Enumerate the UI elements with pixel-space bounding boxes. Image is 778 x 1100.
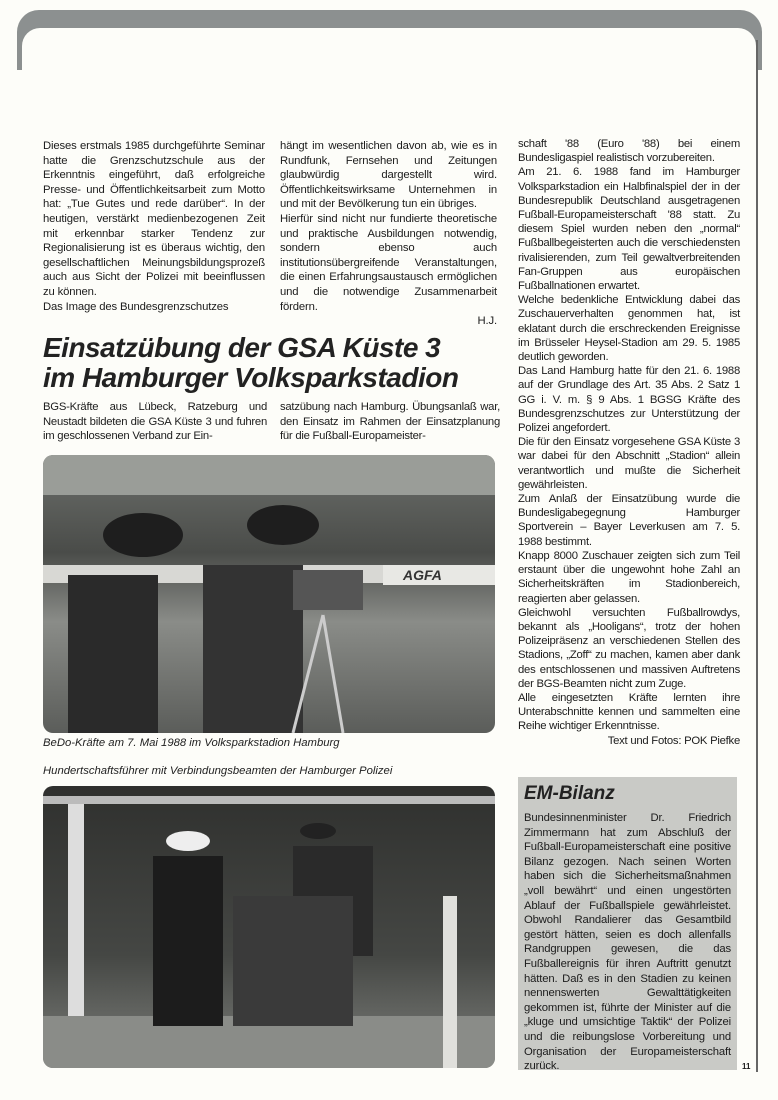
article-paragraph: Das Land Hamburg hatte für den 21. 6. 1988 auf der Grundlage des Art. 35 Abs. 2 Satz 1 GG i. V. m. § 9 Abs. 1 BGSG Kräfte des Bundesgrenzschutzes zur Unterstützung der Polizei angefordert. (518, 365, 740, 435)
sidebar-title: EM-Bilanz (524, 783, 615, 804)
intro-paragraph: Dieses erstmals 1985 durchgeführte Seminar hatte die Grenzschutzschule aus der Erkenntnis eingeführt, daß erfolgreiche Presse- und Öffentlichkeitsarbeit zum Motto hat: „Tue Gutes und rede darüber“. In der heutigen, verstärkt medienbezogenen Zeit mit erkennbar starker Tendenz zur Regionalisierung ist es überaus wichtig, den gesellschaftlichen Meinungsbildungsprozeß auch aus Sicht der Polizei mit beeinflussen zu können. (43, 140, 265, 298)
lead-column-1 (43, 400, 267, 444)
article-column-3 (518, 137, 740, 748)
article-paragraph: Welche bedenkliche Entwicklung dabei das Zuschauerverhalten genommen hat, ist eklatant durch die erschreckenden Ereignisse im Brüsseler Heysel-Stadion am 29. 5. 1985 deutlich geworden. (518, 294, 740, 364)
intro-column-2 (280, 139, 497, 329)
article-paragraph: Alle eingesetzten Kräfte lernten ihre Unterabschnitte kennen und sammelten eine Reihe wichtiger Erkenntnisse. (518, 691, 740, 733)
sidebar-text: Bundesinnenminister Dr. Friedrich Zimmermann hat zum Abschluß der Fußball-Europameisterschaft eine positive Bilanz gezogen. Nach seinen Worten haben sich die Sicherheitsmaßnahmen „voll bewährt“ und einen ungestörten Ablauf der Fußballspiele gewährleistet. Obwohl Randalierer das Gesamtbild gestört hätten, seien es doch allenfalls Randgruppen gewesen, die das Fußballereignis für ihren Auftritt genutzt hätten. Daß es in den Stadien zu keinen nennenswerten Gewalttätigkeiten gekommen ist, führte der Minister auf die „kluge und umsichtige Taktik“ der Polizei und die reibungslose Vorbereitung und Organisation der Europameisterschaft zurück. (524, 812, 731, 1073)
photo-commanders (43, 786, 495, 1068)
right-rule (756, 40, 758, 1072)
photo-caption-1: BeDo-Kräfte am 7. Mai 1988 im Volksparkstadion Hamburg (43, 737, 340, 749)
photo-illustration (43, 786, 495, 1068)
lead-column-2 (280, 400, 500, 444)
lead-paragraph: satzübung nach Hamburg. Übungsanlaß war, den Einsatz im Rahmen der Einsatzplanung für die Fußball-Europameister- (280, 401, 500, 443)
article-headline (43, 333, 458, 393)
photo-illustration (43, 455, 495, 733)
article-paragraph: Gleichwohl versuchten Fußballrowdys, bekannt als „Hooligans“, trotz der hohen Polizeipräsenz an verschiedenen Stellen des Stadions, „Zoff“ zu machen, kamen aber dank des entschlossenen und massiven Auftretens der BGS-Beamten nicht zum Zuge. (518, 606, 740, 690)
article-paragraph: Zum Anlaß der Einsatzübung wurde die Bundesligabegegnung Hamburger Sportverein – Bayer Leverkusen am 7. 5. 1988 bestimmt. (518, 493, 740, 548)
article-paragraph: schaft '88 (Euro '88) bei einem Bundesligaspiel realistisch vorzubereiten. (518, 138, 740, 165)
intro-paragraph: Das Image des Bundesgrenzschutzes (43, 300, 229, 313)
photo-caption-2: Hundertschaftsführer mit Verbindungsbeamten der Hamburger Polizei (43, 765, 393, 777)
intro-paragraph: hängt im wesentlichen davon ab, wie es in Rundfunk, Fernsehen und Zeitungen glaubwürdig dargestellt wird. Öffentlichkeitswirksame Unternehmen in und mit der Bevölkerung tun ein übriges. (280, 140, 497, 211)
intro-paragraph: Hierfür sind nicht nur fundierte theoretische und praktische Ausbildungen notwendig, sondern ebenso auch institutionsübergreifende Veranstaltungen, die einen Erfahrungsaustausch ermöglichen und die notwendige Zusammenarbeit fördern. (280, 212, 497, 313)
intro-column-1 (43, 139, 265, 314)
photo-camera-crew (43, 455, 495, 733)
em-bilanz-sidebar (518, 777, 737, 1073)
article-paragraph: Die für den Einsatz vorgesehene GSA Küste 3 war dabei für den Abschnitt „Stadion“ allein verantwortlich und mußte die Sicherheit gewährleisten. (518, 436, 740, 491)
agfa-sign: AGFA (403, 567, 442, 583)
article-paragraph: Knapp 8000 Zuschauer zeigten sich zum Teil erstaunt über die ungewohnt hohe Zahl an Sicherheitskräften im Stadionbereich, reagierten aber gelassen. (518, 549, 740, 605)
lead-paragraph: BGS-Kräfte aus Lübeck, Ratzeburg und Neustadt bildeten die GSA Küste 3 und fuhren im geschlossenen Verband zur Ein- (43, 401, 267, 443)
page-number: 11 (742, 1062, 751, 1071)
article-paragraph: Am 21. 6. 1988 fand im Hamburger Volksparkstadion ein Halbfinalspiel der in der Bundesrepublik Deutschland ausgetragenen Fußball-Europameisterschaft '88 statt. Zu diesem Spiel wurden neben den „normal“ Fußballbegeisterten auch die verschiedensten rivalisierenden, zum Teil gewaltverbreitenden Fan-Gruppen aus europäischen Fußballnationen erwartet. (518, 166, 740, 293)
photo-credit: Text und Fotos: POK Piefke (607, 734, 740, 747)
author-initials: H.J. (477, 315, 497, 328)
headline-line-2: im Hamburger Volksparkstadion (43, 362, 459, 393)
headline-line-1: Einsatzübung der GSA Küste 3 (43, 332, 441, 363)
